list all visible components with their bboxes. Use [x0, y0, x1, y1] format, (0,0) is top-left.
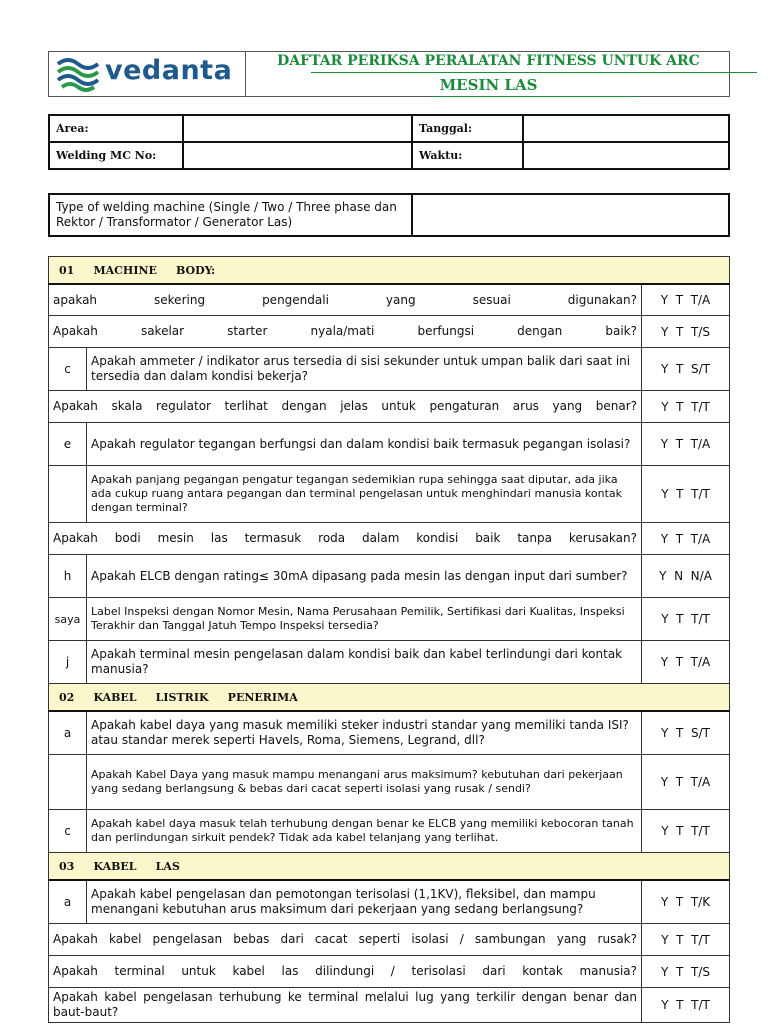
- checklist-row: [49, 810, 730, 853]
- answer-options[interactable]: [642, 810, 730, 853]
- document-title: DAFTAR PERIKSA PERALATAN FITNESS UNTUK ARC: [277, 53, 700, 69]
- checklist-row: [49, 956, 730, 988]
- question-text: [49, 988, 642, 1023]
- checklist-row: [49, 523, 730, 555]
- answer-options[interactable]: [642, 711, 730, 755]
- question-text: Apakah ammeter / indikator arus tersedia di sisi sekunder untuk umpan balik dari saat ini tersedia dan dalam kondisi bekerja?: [87, 348, 642, 391]
- section-title: 03 KABEL LAS: [49, 853, 730, 881]
- answer-options-text: Y N N/A: [659, 569, 712, 583]
- item-index: j: [49, 641, 87, 684]
- checklist-row: [49, 284, 730, 316]
- answer-options[interactable]: [642, 284, 730, 316]
- waktu-field[interactable]: [523, 142, 729, 169]
- title-underline: [311, 72, 757, 73]
- machine-type-field[interactable]: [412, 194, 729, 236]
- info-table: [48, 114, 730, 170]
- tanggal-field[interactable]: [523, 115, 729, 142]
- answer-options-text: Y T T/K: [660, 895, 711, 909]
- answer-options-text: Y T T/S: [661, 964, 710, 979]
- answer-options-text: Y T T/T: [661, 824, 710, 838]
- document-header: [48, 51, 730, 97]
- answer-options-text: Y T T/T: [661, 487, 710, 501]
- section-title: 01 MACHINE BODY:: [49, 257, 730, 285]
- question-text: [49, 284, 642, 316]
- waktu-label: Waktu:: [412, 142, 523, 169]
- question-text-line: Apakah kabel pengelasan bebas dari cacat seperti isolasi / sambungan yang rusak?: [53, 932, 637, 946]
- question-text-line: Apakah sakelar starter nyala/mati berfungsi dengan baik?: [53, 324, 637, 338]
- answer-options[interactable]: [642, 598, 730, 641]
- answer-options[interactable]: [642, 316, 730, 348]
- question-text: Apakah regulator tegangan berfungsi dan dalam kondisi baik termasuk pegangan isolasi?: [87, 423, 642, 466]
- answer-options[interactable]: [642, 391, 730, 423]
- question-text: [49, 924, 642, 956]
- answer-options[interactable]: [642, 641, 730, 684]
- document-subtitle: MESIN LAS: [439, 76, 538, 94]
- checklist-row: [49, 423, 730, 466]
- item-index: h: [49, 555, 87, 598]
- answer-options[interactable]: [642, 988, 730, 1023]
- checklist-row: [49, 391, 730, 423]
- answer-options[interactable]: [642, 755, 730, 810]
- question-text: [49, 316, 642, 348]
- question-text: Apakah Kabel Daya yang masuk mampu menangani arus maksimum? kebutuhan dari pekerjaan yang sedang berlangsung & bebas dari cacat seperti isolasi yang rusak / sendi?: [87, 755, 642, 810]
- answer-options-text: Y T T/A: [660, 655, 711, 669]
- question-text: Apakah terminal mesin pengelasan dalam kondisi baik dan kabel terlindungi dari kontak manusia?: [87, 641, 642, 684]
- tanggal-label: Tanggal:: [412, 115, 523, 142]
- checklist-row: [49, 988, 730, 1023]
- answer-options[interactable]: [642, 555, 730, 598]
- item-index: [49, 755, 87, 810]
- checklist-row: [49, 880, 730, 924]
- vedanta-logo-icon: [54, 54, 102, 94]
- answer-options-text: Y T T/T: [661, 932, 710, 947]
- checklist-row: [49, 711, 730, 755]
- machine-type-label: Type of welding machine (Single / Two / Three phase dan Rektor / Transformator / Generator Las): [49, 194, 412, 236]
- item-index: saya: [49, 598, 87, 641]
- subtitle-underline: [433, 96, 639, 97]
- answer-options[interactable]: [642, 423, 730, 466]
- section-title: 02 KABEL LISTRIK PENERIMA: [49, 684, 730, 712]
- answer-options-text: Y T T/T: [661, 399, 710, 414]
- answer-options-text: Y T T/A: [660, 775, 711, 789]
- area-field[interactable]: [183, 115, 412, 142]
- area-label: Area:: [49, 115, 183, 142]
- logo-cell: [49, 52, 246, 96]
- answer-options-text: Y T S/T: [661, 362, 710, 376]
- question-text: Apakah kabel pengelasan dan pemotongan terisolasi (1,1KV), fleksibel, dan mampu menangani kebutuhan arus maksimum dari pekerjaan yang sedang berlangsung?: [87, 880, 642, 924]
- answer-options[interactable]: [642, 880, 730, 924]
- answer-options[interactable]: [642, 523, 730, 555]
- answer-options-text: Y T T/A: [660, 437, 711, 451]
- answer-options[interactable]: [642, 466, 730, 523]
- answer-options-text: Y T T/T: [661, 998, 710, 1012]
- question-text-line: Apakah terminal untuk kabel las dilindungi / terisolasi dari kontak manusia?: [53, 964, 637, 978]
- item-index: c: [49, 348, 87, 391]
- checklist-row: [49, 598, 730, 641]
- question-text: Apakah ELCB dengan rating≤ 30mA dipasang pada mesin las dengan input dari sumber?: [87, 555, 642, 598]
- section-header: [49, 684, 730, 712]
- item-index: e: [49, 423, 87, 466]
- question-text-line: Apakah kabel pengelasan terhubung ke terminal melalui lug yang terkilir dengan benar dan baut-baut?: [53, 990, 637, 1019]
- question-text: [49, 391, 642, 423]
- item-index: a: [49, 711, 87, 755]
- checklist-row: [49, 555, 730, 598]
- question-text: Apakah kabel daya masuk telah terhubung dengan benar ke ELCB yang memiliki kebocoran tanah dan perlindungan sirkuit pendek? Tidak ada kabel telanjang yang terlihat.: [87, 810, 642, 853]
- logo-wordmark: vedanta: [105, 55, 233, 86]
- answer-options[interactable]: [642, 348, 730, 391]
- item-index: [49, 466, 87, 523]
- item-index: a: [49, 880, 87, 924]
- answer-options-text: Y T T/A: [660, 293, 711, 307]
- question-text: [49, 523, 642, 555]
- question-text: [49, 956, 642, 988]
- question-text-line: apakah sekering pengendali yang sesuai digunakan?: [53, 292, 637, 307]
- checklist-row: [49, 348, 730, 391]
- answer-options-text: Y T T/S: [661, 324, 710, 339]
- question-text: Apakah kabel daya yang masuk memiliki steker industri standar yang memiliki tanda ISI? atau standar merek seperti Havels, Roma, Siemens, Legrand, dll?: [87, 711, 642, 755]
- checklist-row: [49, 466, 730, 523]
- checklist-row: [49, 316, 730, 348]
- welding-mc-field[interactable]: [183, 142, 412, 169]
- answer-options-text: Y T S/T: [661, 726, 710, 740]
- question-text: Apakah panjang pegangan pengatur tegangan sedemikian rupa sehingga saat diputar, ada jika ada cukup ruang antara pegangan dan terminal pengelasan untuk menghindari manusia kontak dengan terminal?: [87, 466, 642, 523]
- section-header: [49, 853, 730, 881]
- checklist-table: [48, 256, 730, 1023]
- checklist-row: [49, 755, 730, 810]
- answer-options-text: Y T T/T: [661, 612, 710, 626]
- answer-options[interactable]: [642, 956, 730, 988]
- answer-options[interactable]: [642, 924, 730, 956]
- item-index: c: [49, 810, 87, 853]
- machine-type-table: [48, 193, 730, 237]
- checklist-row: [49, 924, 730, 956]
- welding-mc-label: Welding MC No:: [49, 142, 183, 169]
- checklist-row: [49, 641, 730, 684]
- question-text-line: Apakah skala regulator terlihat dengan jelas untuk pengaturan arus yang benar?: [53, 399, 637, 413]
- answer-options-text: Y T T/A: [660, 531, 711, 546]
- question-text: Label Inspeksi dengan Nomor Mesin, Nama Perusahaan Pemilik, Sertifikasi dari Kualitas, Inspeksi Terakhir dan Tanggal Jatuh Tempo Inspeksi tersedia?: [87, 598, 642, 641]
- section-header: [49, 257, 730, 285]
- question-text-line: Apakah bodi mesin las termasuk roda dalam kondisi baik tanpa kerusakan?: [53, 531, 637, 545]
